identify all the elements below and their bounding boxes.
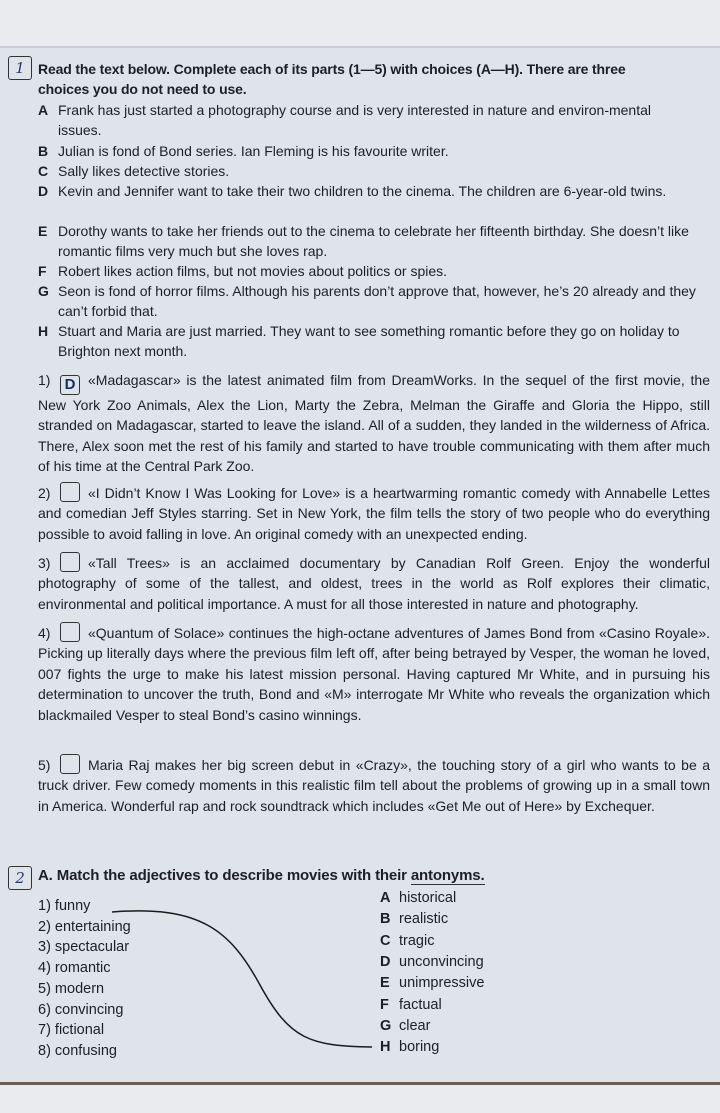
part-number: 5): [38, 757, 51, 773]
antonym-letter: D: [380, 953, 391, 970]
antonym-letter: G: [380, 1017, 392, 1034]
choice-letter: A: [38, 102, 49, 118]
antonym-text: realistic: [399, 911, 449, 928]
choice-letter: F: [38, 263, 47, 279]
part-number: 3): [38, 555, 51, 571]
choice-letter: H: [38, 323, 49, 339]
part-text: «I Didn’t Know I Was Looking for Love» is a heartwarming romantic comedy with Annabelle Lettes and comedian Jeff Styles starring. Set in New York, the film tells the story of two people who do everything possible to avoid falling in love. An original comedy with an unexpected ending.: [38, 485, 710, 542]
choice-letter: C: [38, 163, 49, 179]
part-number: 1): [38, 372, 51, 388]
part-text: «Quantum of Solace» continues the high-octane adventures of James Bond from «Casino Royale». Picking up literally days where the previous film left off, after being betrayed by Vesper, the woman he loved, 007 fights the urge to make his latest mission personal. Having captured Mr White, and in pursuing his determination to uncover the truth, Bond and «M» interrogate Mr White who reveals the organization which blackmailed Vesper to steal Bond’s casino winnings.: [38, 625, 710, 723]
antonym-letter: F: [380, 996, 389, 1013]
choice-text: Stuart and Maria are just married. They want to see something romantic before they go on holiday to Brighton next month.: [58, 323, 680, 359]
adjective-item: 5) modern: [38, 980, 105, 997]
antonym-letter: B: [380, 911, 391, 928]
antonym-text: tragic: [399, 932, 435, 949]
adjective-item: 2) entertaining: [38, 918, 131, 935]
choice-letter: E: [38, 223, 48, 239]
part-text: Maria Raj makes her big screen debut in «Crazy», the touching story of a girl who wants to be a truck driver. Few comedy moments in this realistic film tell about the problems of growing up in a small town in America. Wonderful rap and rock soundtrack which includes «Get Me out of Here» by Exchequer.: [38, 757, 710, 814]
antonym-letter: H: [380, 1039, 391, 1056]
antonym-letter: C: [380, 932, 391, 949]
adjective-item: 6) convincing: [38, 1001, 124, 1018]
antonym-text: unimpressive: [399, 975, 485, 992]
part-text: «Madagascar» is the latest animated film from DreamWorks. In the sequel of the first movie, the New York Zoo Animals, Alex the Lion, Marty the Zebra, Melman the Giraffe and Gloria the Hippo, still stranded on Madagascar, started to leave the island. All of a sudden, they landed in the wilderness of Africa. There, Alex soon met the rest of his family and started to have trouble communicating with them after much of his time at the Central Park Zoo.: [38, 372, 710, 475]
part-number: 2): [38, 485, 51, 501]
antonym-text: unconvincing: [399, 953, 484, 970]
choice-letter: B: [38, 143, 49, 159]
exercise-1-instruction: Read the text below. Complete each of its parts (1—5) with choices (A—H). There are three choices you do not need to use.: [38, 61, 626, 98]
choice-text: Seon is fond of horror films. Although his parents don’t approve that, however, he’s 20 already and they can’t forbid that.: [58, 283, 696, 319]
instruction-text: A. Match the adjectives to describe movies with their: [38, 867, 411, 884]
part-text: «Tall Trees» is an acclaimed documentary by Canadian Rolf Green. Enjoy the wonderful photography of some of the tallest, and oldest, trees in the world as Rolf explores their climatic, environmental and political importance. A must for all those interested in nature and photography.: [38, 555, 710, 612]
part-number: 4): [38, 625, 51, 641]
antonym-letter: A: [380, 890, 391, 906]
choice-text: Kevin and Jennifer want to take their two children to the cinema. The children are 6-year-old twins.: [58, 183, 667, 199]
choice-text: Robert likes action films, but not movies about politics or spies.: [58, 263, 448, 279]
antonym-text: boring: [399, 1039, 440, 1056]
choice-text: Julian is fond of Bond series. Ian Fleming is his favourite writer.: [58, 143, 449, 159]
adjective-item: 1) funny: [38, 898, 91, 914]
adjective-item: 3) spectacular: [38, 939, 130, 956]
exercise-1-number: 1: [8, 56, 32, 80]
antonym-text: clear: [399, 1017, 431, 1034]
choice-letter: G: [38, 283, 49, 299]
choice-text: Dorothy wants to take her friends out to the cinema to celebrate her fifteenth birthday. She doesn’t like romantic films very much but she loves rap.: [58, 223, 689, 259]
antonym-text: historical: [399, 890, 457, 906]
adjective-item: 8) confusing: [38, 1042, 117, 1059]
antonym-text: factual: [399, 996, 442, 1013]
instruction-underlined: antonyms.: [410, 867, 485, 884]
choice-letter: D: [38, 183, 49, 199]
adjective-item: 7) fictional: [38, 1022, 105, 1039]
answer-box[interactable]: D: [60, 375, 80, 395]
choice-text: Sally likes detective stories.: [58, 163, 230, 179]
choice-text: Frank has just started a photography course and is very interested in nature and environ-mental issues.: [58, 102, 651, 138]
exercise-2-number: 2: [8, 866, 32, 890]
antonym-letter: E: [380, 975, 390, 992]
adjective-item: 4) romantic: [38, 960, 111, 977]
